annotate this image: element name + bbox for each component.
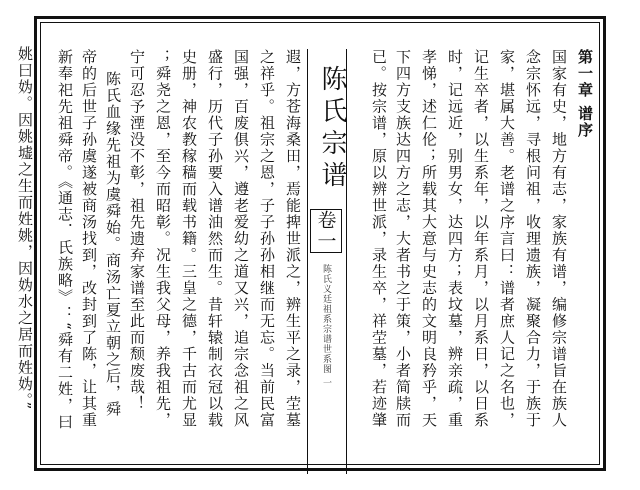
book-spine bbox=[307, 49, 347, 474]
text-column: 帝的后世子孙虞遂被商汤找到，改封到了陈，让其重 bbox=[80, 49, 98, 429]
text-column: 孝悌，述仁伦；所载其大意与史志的文明良矜乎，天 bbox=[420, 49, 438, 429]
volume-label: 卷一 bbox=[314, 210, 337, 252]
text-column: 下四方支族达四方之志，大者书之于策，小者简牍而 bbox=[394, 49, 412, 429]
text-column: 国家有史，地方有志，家族有谱，编修宗谱旨在族人 bbox=[550, 49, 568, 429]
text-column: 遐，方苍海桑田，焉能捭世派之，辨生平之录，茔墓 bbox=[284, 49, 302, 429]
text-column-last: 姚曰妫。因姚墟之生而姓姚，因妫水之居而姓妫。” bbox=[16, 46, 34, 411]
text-column: 宁可忍予湮没不彰，祖先遗弃家谱至此而颓废哉！ bbox=[128, 49, 146, 412]
family-title: 陈氏宗谱 bbox=[317, 65, 347, 193]
text-column: 之祥乎。祖宗之恩，子子孙孙相继而无忘。当前民富 bbox=[258, 49, 276, 429]
text-column: 国强，百废俱兴，遵老爱幼之道又兴，追宗念祖之风 bbox=[232, 49, 250, 429]
page-border bbox=[34, 16, 606, 471]
text-column: 已。按宗谱，原以辨世派，录生卒，祥茔墓，若迹肇 bbox=[370, 49, 388, 429]
text-column: 家，堪属大善。老谱之序言曰：谱者庶人记之名也， bbox=[498, 49, 516, 429]
chapter-heading: 第一章 谱序 bbox=[576, 49, 594, 139]
volume-box bbox=[310, 209, 342, 253]
text-column: 新奉祀先祖舜帝。《通志．氏族略》：“舜有二姓，曰 bbox=[56, 49, 74, 431]
text-column: ；舜尧之恩，至今而昭彰。况生我父母，养我祖先， bbox=[154, 49, 172, 429]
text-column: 时，记远近，别男女，达四方；表坟墓，辨亲疏，重 bbox=[446, 49, 464, 429]
text-column: 史册，神农教稼穑而载书籍。三皇之德，千古而尤显 bbox=[180, 49, 198, 429]
side-caption: 陈氏义廷祖系宗谱世系图 一 bbox=[321, 264, 331, 388]
text-column: 念宗怀远，寻根问祖，收理遗族，凝聚合力，于族于 bbox=[524, 49, 542, 429]
text-column: 陈氏血缘先祖为虞舜始。商汤亡夏立朝之后，舜 bbox=[104, 71, 122, 418]
text-column: 记生卒者，以生系年，以年系月，以月系日，以日系 bbox=[472, 49, 490, 429]
text-column: 盛行，历代子孙要入谱油然而生。昔轩辕制衣冠以载 bbox=[206, 49, 224, 429]
